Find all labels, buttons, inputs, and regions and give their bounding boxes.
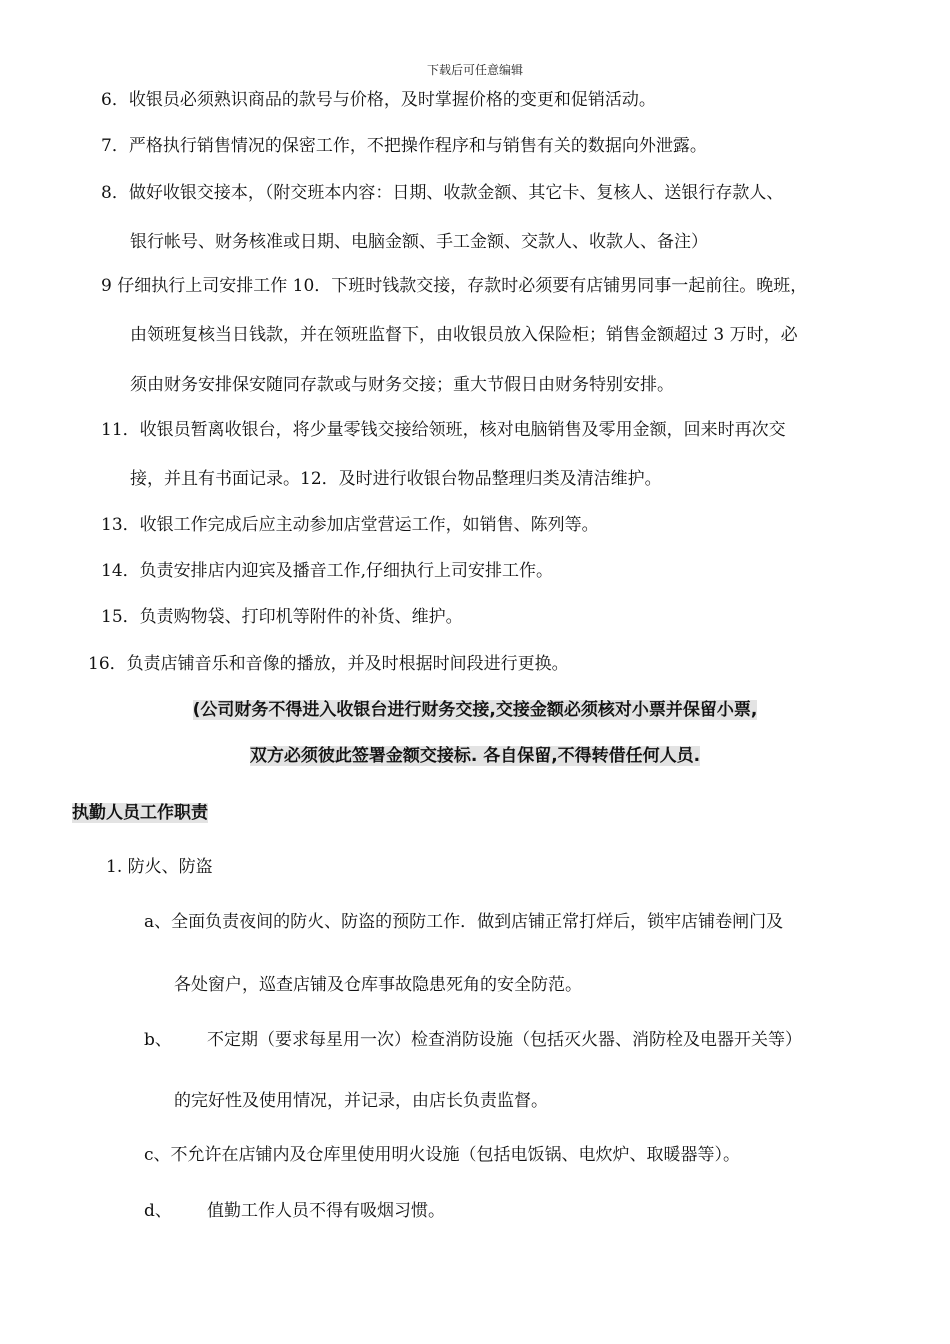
note-line-1 (0, 698, 950, 722)
list-item-15: 15．负责购物袋、打印机等附件的补货、维护。 (101, 607, 463, 627)
duty-b-cont: 的完好性及使用情况，并记录，由店长负责监督。 (174, 1091, 548, 1111)
list-item-13: 13．收银工作完成后应主动参加店堂营运工作，如销售、陈列等。 (101, 515, 599, 535)
list-item-9-cont2: 须由财务安排保安随同存款或与财务交接；重大节假日由财务特别安排。 (130, 375, 674, 395)
list-item-7: 7．严格执行销售情况的保密工作，不把操作程序和与销售有关的数据向外泄露。 (101, 136, 707, 156)
list-item-11: 11．收银员暂离收银台，将少量零钱交接给领班，核对电脑销售及零用金额，回来时再次交 (101, 420, 786, 440)
list-item-14: 14．负责安排店内迎宾及播音工作,仔细执行上司安排工作。 (101, 561, 554, 581)
list-item-6: 6．收银员必须熟识商品的款号与价格，及时掌握价格的变更和促销活动。 (101, 90, 656, 110)
list-item-9-cont: 由领班复核当日钱款，并在领班监督下，由收银员放入保险柜；销售金额超过 3 万时，必 (130, 325, 798, 345)
list-item-8-cont: 银行帐号、财务核准或日期、电脑金额、手工金额、交款人、收款人、备注） (130, 232, 708, 252)
list-item-9: 9 仔细执行上司安排工作 10．下班时钱款交接，存款时必须要有店铺男同事一起前往。晚班， (101, 276, 808, 296)
list-item-16: 16．负责店铺音乐和音像的播放，并及时根据时间段进行更换。 (88, 654, 569, 674)
duty-b-marker: b、 (144, 1030, 172, 1050)
list-item-11-cont: 接，并且有书面记录。12．及时进行收银台物品整理归类及清洁维护。 (130, 469, 662, 489)
duty-c: c、不允许在店铺内及仓库里使用明火设施（包括电饭锅、电炊炉、取暖器等）。 (144, 1145, 741, 1165)
list-item-8: 8．做好收银交接本，（附交班本内容：日期、收款金额、其它卡、复核人、送银行存款人、 (101, 183, 784, 203)
duty-a-cont: 各处窗户，巡查店铺及仓库事故隐患死角的安全防范。 (174, 975, 582, 995)
duty-a: a、全面负责夜间的防火、防盗的预防工作．做到店铺正常打烊后，锁牢店铺卷闸门及 (144, 912, 784, 932)
section-title (72, 801, 208, 825)
note-text-2: 双方必须彼此签署金额交接标. 各自保留,不得转借任何人员. (249, 746, 701, 766)
duty-b: 不定期（要求每星用一次）检查消防设施（包括灭火器、消防栓及电器开关等） (207, 1030, 802, 1050)
note-text-1: (公司财务不得进入收银台进行财务交接,交接金额必须核对小票并保留小票, (192, 700, 758, 720)
duty-d-marker: d、 (144, 1201, 172, 1221)
page-header: 下载后可任意编辑 (426, 63, 523, 77)
duty-d: 值勤工作人员不得有吸烟习惯。 (207, 1201, 445, 1221)
duty-item-1: 1. 防火、防盗 (106, 857, 213, 877)
note-line-2 (0, 744, 950, 768)
section-title-text: 执勤人员工作职责 (72, 803, 208, 823)
